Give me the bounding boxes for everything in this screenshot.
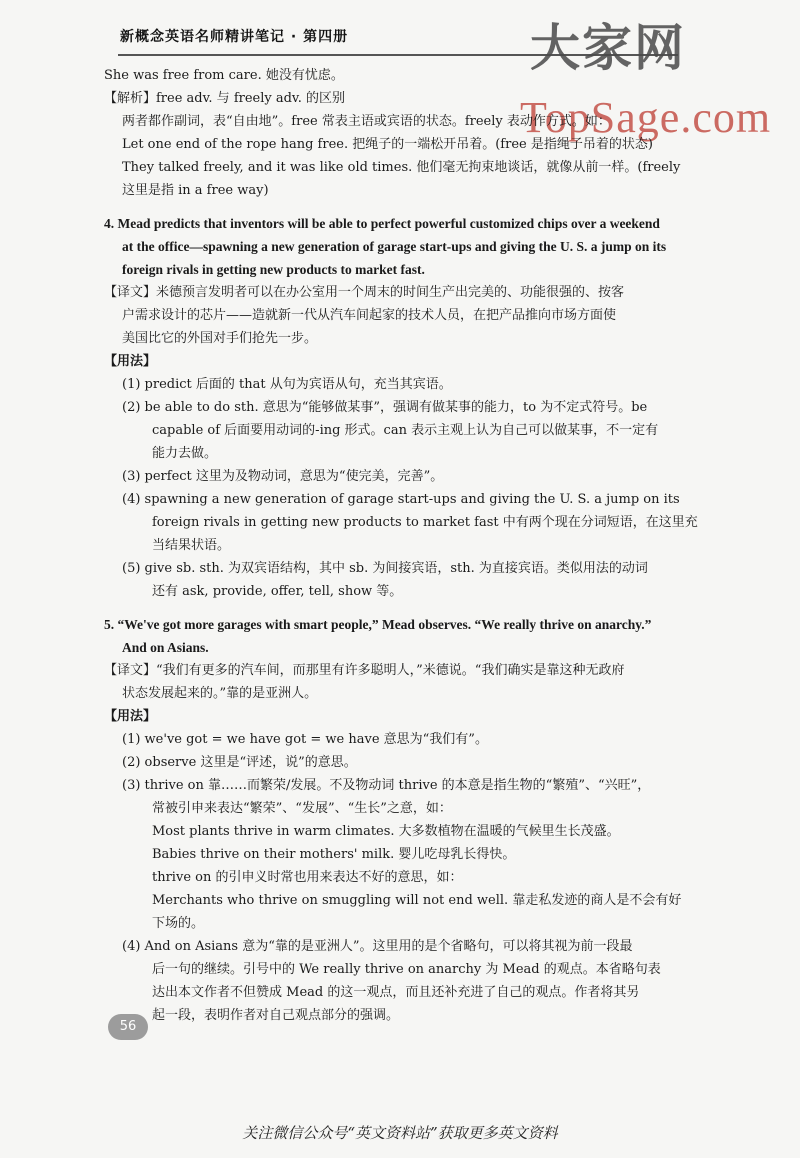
text-line: (4) And on Asians 意为“靠的是亚洲人”。这里用的是个省略句，可以将其视为前一段最: [122, 939, 633, 954]
text-line: (2) observe 这里是“评述，说”的意思。: [122, 755, 357, 770]
text-line: 起一段，表明作者对自己观点部分的强调。: [152, 1008, 400, 1023]
text-line: Babies thrive on their mothers' milk. 婴儿吃母乳长得快。: [152, 847, 516, 862]
text-line: Most plants thrive in warm climates. 大多数植物在温暖的气候里生长茂盛。: [152, 824, 620, 839]
text-line: 【用法】: [104, 709, 157, 724]
text-line: And on Asians.: [122, 640, 209, 655]
text-line: (2) be able to do sth. 意思为“能够做某事”，强调有做某事的能力，to 为不定式符号。be: [122, 400, 648, 415]
text-line: 这里是指 in a free way): [122, 183, 269, 198]
text-line: 能力去做。: [152, 446, 218, 461]
text-line: at the office—spawning a new generation of garage start-ups and giving the U. S. a jump on its: [122, 239, 667, 254]
text-line: foreign rivals in getting new products to market fast.: [122, 262, 425, 277]
text-line: (1) we've got = we have got = we have 意思为“我们有”。: [122, 732, 488, 747]
text-line: capable of 后面要用动词的-ing 形式。can 表示主观上认为自己可以做某事，不一定有: [152, 423, 659, 438]
text-line: Let one end of the rope hang free. 把绳子的一端松开吊着。(free 是指绳子吊着的状态): [122, 137, 653, 152]
text-line: 【译文】“我们有更多的汽车间，而那里有许多聪明人，”米德说。“我们确实是靠这种无政府: [104, 663, 625, 678]
text-line: 当结果状语。: [152, 538, 231, 553]
text-line: 后一句的继续。引号中的 We really thrive on anarchy 为 Mead 的观点。本省略句表: [152, 962, 661, 977]
text-line: 【解析】free adv. 与 freely adv. 的区别: [104, 91, 346, 106]
text-line: (1) predict 后面的 that 从句为宾语从句，充当其宾语。: [122, 377, 452, 392]
text-line: 常被引申来表达“繁荣”、“发展”、“生长”之意，如：: [152, 801, 452, 816]
text-line: 还有 ask, provide, offer, tell, show 等。: [152, 584, 403, 599]
watermark-en-name: TopSage: [520, 93, 681, 142]
text-line: They talked freely, and it was like old times. 他们毫无拘束地谈话，就像从前一样。(freely: [122, 160, 681, 175]
text-line: 4. Mead predicts that inventors will be able to perfect powerful customized chips over a weekend: [104, 216, 660, 231]
text-line: 达出本文作者不但赞成 Mead 的这一观点，而且还补充进了自己的观点。作者将其另: [152, 985, 640, 1000]
book-title: 新概念英语名师精讲笔记 · 第四册: [120, 29, 349, 45]
text-line: 美国比它的外国对手们抢先一步。: [122, 331, 318, 346]
text-line: foreign rivals in getting new products to market fast 中有两个现在分词短语，在这里充: [152, 515, 698, 530]
page-number: 56: [108, 1014, 148, 1040]
spacer: [104, 202, 718, 212]
page-body: [104, 64, 718, 1027]
watermark-logo-cn: 大家网: [530, 18, 686, 77]
text-line: thrive on 的引申义时常也用来表达不好的意思，如：: [152, 870, 463, 885]
text-line: 【用法】: [104, 354, 157, 369]
spacer: [104, 603, 718, 613]
text-line: (5) give sb. sth. 为双宾语结构，其中 sb. 为间接宾语，sth. 为直接宾语。类似用法的动词: [122, 561, 648, 576]
text-line: 下场的。: [152, 916, 205, 931]
text-line: Merchants who thrive on smuggling will not end well. 靠走私发迹的商人是不会有好: [152, 893, 682, 908]
text-line: 两者都作副词，表“自由地”。free 常表主语或宾语的状态。freely 表动作方式。如：: [122, 114, 611, 129]
text-line: 【译文】米德预言发明者可以在办公室用一个周末的时间生产出完美的、功能很强的、按客: [104, 285, 625, 300]
watermark-en-domain: .com: [680, 93, 772, 142]
text-line: (3) perfect 这里为及物动词，意思为“使完美，完善”。: [122, 469, 444, 484]
footer-note: 关注微信公众号“英文资料站”获取更多英文资料: [242, 1124, 558, 1142]
text-line: 户需求设计的芯片——造就新一代从汽车间起家的技术人员，在把产品推向市场方面使: [122, 308, 617, 323]
text-line: She was free from care. 她没有忧虑。: [104, 68, 344, 83]
text-line: (3) thrive on 靠……而繁荣/发展。不及物动词 thrive 的本意是指生物的“繁殖”、“兴旺”，: [122, 778, 651, 793]
text-line: 状态发展起来的。”靠的是亚洲人。: [122, 686, 318, 701]
text-line: (4) spawning a new generation of garage start-ups and giving the U. S. a jump on its: [122, 492, 680, 507]
text-line: 5. “We've got more garages with smart people,” Mead observes. “We really thrive on anarchy.”: [104, 617, 652, 632]
